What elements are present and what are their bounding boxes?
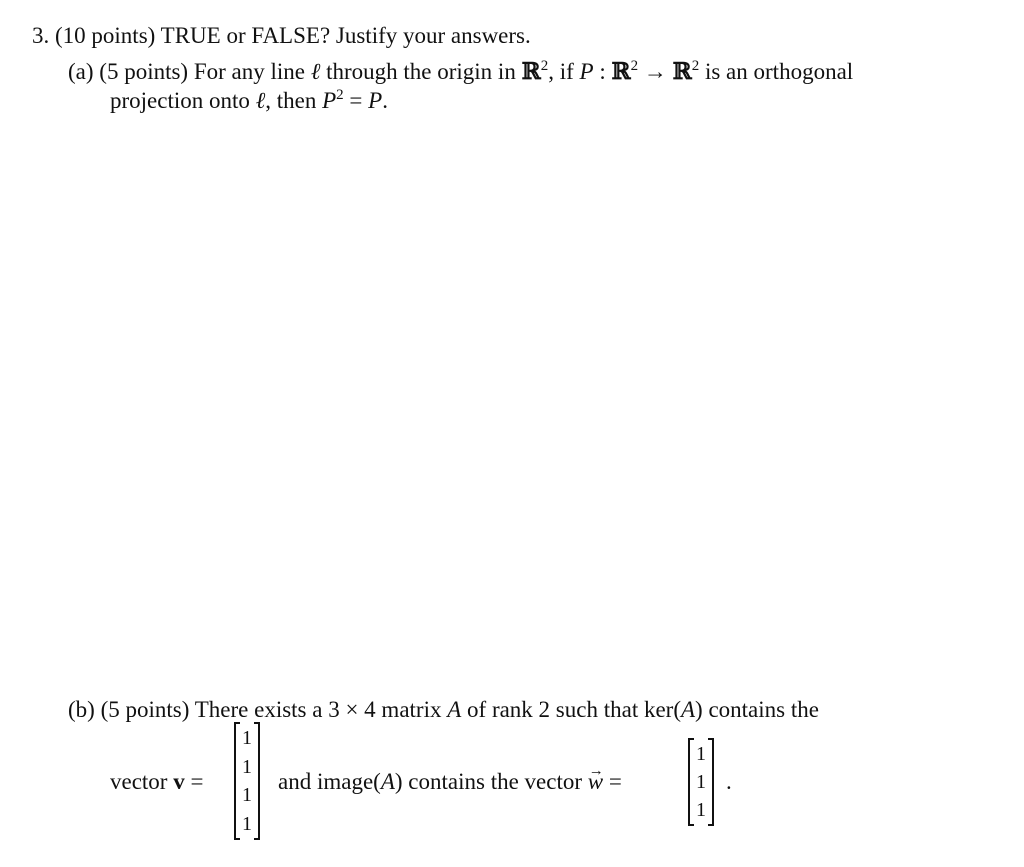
problem-points: (10 points) xyxy=(55,23,156,48)
problem-number: 3. xyxy=(32,23,50,48)
part-b-A-2: A xyxy=(680,697,696,722)
part-a-P-1: P xyxy=(579,59,594,84)
part-a-line-2 xyxy=(110,87,388,115)
part-a-exp-3: 2 xyxy=(691,58,700,74)
vector-v-entry: 1 xyxy=(242,784,252,807)
part-b-points: (5 points) xyxy=(100,697,190,722)
part-a-ell-2: ℓ xyxy=(255,88,266,113)
part-a-text-5: projection onto xyxy=(110,88,250,113)
vector-v-entry: 1 xyxy=(242,727,252,750)
part-b-w: → w xyxy=(588,768,603,796)
vector-w-entry: 1 xyxy=(696,799,706,821)
part-b-equals-1: = xyxy=(190,769,204,794)
part-b-text-5: and image( xyxy=(278,769,381,794)
part-a-line-1 xyxy=(68,58,853,86)
part-b-vector-v-label xyxy=(110,768,203,796)
vector-v-matrix xyxy=(234,724,260,838)
part-a-exp-2: 2 xyxy=(630,58,639,74)
part-b-period xyxy=(726,768,732,796)
part-b-image-text xyxy=(278,768,622,796)
part-a-equals: = xyxy=(349,88,363,113)
part-a-text-4: is an orthogonal xyxy=(704,59,854,84)
part-a-period: . xyxy=(382,88,388,113)
part-b-line-1 xyxy=(68,696,819,724)
part-b-label: (b) xyxy=(68,697,95,722)
problem-header xyxy=(32,22,531,50)
part-a-text-1: For any line xyxy=(193,59,305,84)
part-b-text-3: ) contains the xyxy=(695,697,819,722)
part-b-text-6: ) contains the vector xyxy=(394,769,583,794)
part-a-P-2: P xyxy=(322,88,337,113)
part-a-reals-3: ℝ xyxy=(672,58,692,85)
part-a-label: (a) xyxy=(68,59,94,84)
part-a-colon: : xyxy=(599,59,606,84)
part-a-text-3: , if xyxy=(548,59,574,84)
vector-w-entry: 1 xyxy=(696,771,706,793)
part-b-v: v xyxy=(173,769,185,794)
part-a-P-3: P xyxy=(368,88,383,113)
part-a-points: (5 points) xyxy=(99,59,189,84)
part-a-exp-1: 2 xyxy=(540,58,549,74)
part-a-reals-1: ℝ xyxy=(521,58,541,85)
part-b-A-1: A xyxy=(447,697,462,722)
part-b-period-text: . xyxy=(726,769,732,794)
part-a-exp-4: 2 xyxy=(336,87,344,103)
part-b-text-2: of rank 2 such that ker( xyxy=(467,697,681,722)
part-a-text-2: through the origin in xyxy=(326,59,516,84)
part-b-text-1: There exists a 3 × 4 matrix xyxy=(194,697,442,722)
part-a-reals-2: ℝ xyxy=(611,58,631,85)
part-a-ell: ℓ xyxy=(310,59,321,84)
part-b-equals-2: = xyxy=(608,769,622,794)
vector-v-entry: 1 xyxy=(242,812,252,835)
vector-v-entry: 1 xyxy=(242,755,252,778)
part-b-text-4: vector xyxy=(110,769,168,794)
part-a-text-6: , then xyxy=(265,88,317,113)
part-a-arrow: → xyxy=(643,59,667,84)
vector-w-entry: 1 xyxy=(696,743,706,765)
part-b-A-3: A xyxy=(380,769,395,794)
vector-w-matrix xyxy=(688,740,714,824)
problem-instruction: TRUE or FALSE? Justify your answers. xyxy=(160,23,531,48)
